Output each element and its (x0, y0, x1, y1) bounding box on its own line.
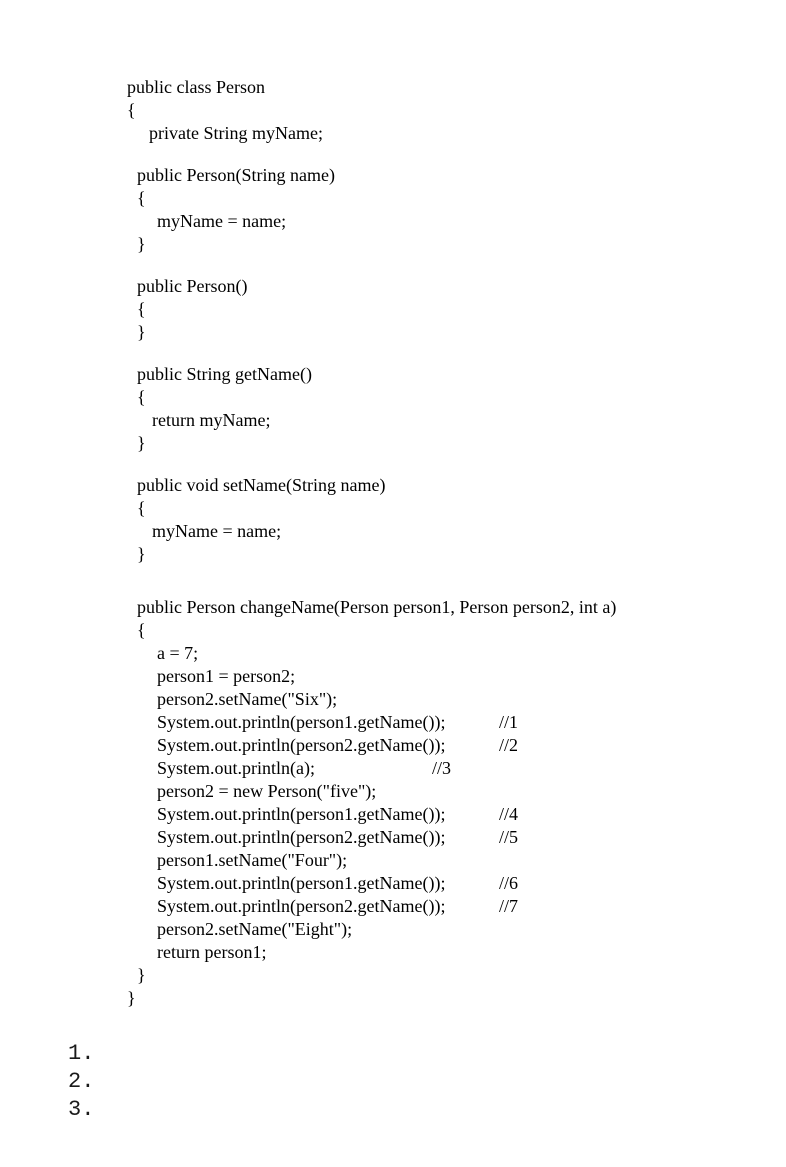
code-comment-marker: //4 (499, 804, 519, 824)
code-comment-marker: //2 (499, 735, 519, 755)
code-comment-marker: //3 (432, 758, 452, 778)
code-line-print-statement: System.out.println(person1.getName()); (157, 712, 446, 732)
code-line-method-close-brace: } (137, 965, 146, 985)
answer-item-2: 2. (68, 1069, 95, 1094)
code-line-print-statement: System.out.println(a); (157, 758, 315, 778)
code-line-statement: person2.setName("Six"); (157, 689, 338, 709)
code-line-open-brace: { (137, 188, 146, 208)
code-line-close-brace: } (137, 544, 146, 564)
code-line-statement: myName = name; (152, 521, 282, 541)
code-comment-marker: //1 (499, 712, 519, 732)
answer-item-1: 1. (68, 1041, 95, 1066)
code-line-class-declaration: public class Person (127, 77, 265, 97)
code-line-method-signature: public Person changeName(Person person1, Person person2, int a) (137, 597, 617, 617)
code-line-print-statement: System.out.println(person2.getName()); (157, 735, 446, 755)
code-line-setter-signature: public void setName(String name) (137, 475, 386, 495)
code-line-return-statement: return person1; (157, 942, 267, 962)
code-line-statement: person1.setName("Four"); (157, 850, 348, 870)
code-line-close-brace: } (137, 234, 146, 254)
code-comment-marker: //5 (499, 827, 519, 847)
code-line-close-brace: } (137, 433, 146, 453)
code-line-open-brace: { (137, 299, 146, 319)
code-line-statement: person1 = person2; (157, 666, 296, 686)
code-line-statement: a = 7; (157, 643, 199, 663)
code-line-print-statement: System.out.println(person2.getName()); (157, 896, 446, 916)
code-comment-marker: //7 (499, 896, 519, 916)
code-line-statement: myName = name; (157, 211, 287, 231)
code-line-open-brace: { (137, 620, 146, 640)
answer-item-3: 3. (68, 1097, 95, 1122)
code-line-print-statement: System.out.println(person1.getName()); (157, 873, 446, 893)
code-line-default-constructor: public Person() (137, 276, 248, 296)
code-comment-marker: //6 (499, 873, 519, 893)
code-line-open-brace: { (137, 387, 146, 407)
code-line-field-declaration: private String myName; (149, 123, 323, 143)
code-line-print-statement: System.out.println(person2.getName()); (157, 827, 446, 847)
code-line-class-open-brace: { (127, 100, 136, 120)
code-line-getter-signature: public String getName() (137, 364, 312, 384)
answer-list (68, 1040, 94, 1124)
code-line-open-brace: { (137, 498, 146, 518)
code-line-print-statement: System.out.println(person1.getName()); (157, 804, 446, 824)
code-line-constructor-signature: public Person(String name) (137, 165, 335, 185)
code-line-statement: person2 = new Person("five"); (157, 781, 377, 801)
code-line-close-brace: } (137, 322, 146, 342)
code-line-class-close-brace: } (127, 988, 136, 1008)
code-line-statement: person2.setName("Eight"); (157, 919, 353, 939)
code-line-statement: return myName; (152, 410, 271, 430)
